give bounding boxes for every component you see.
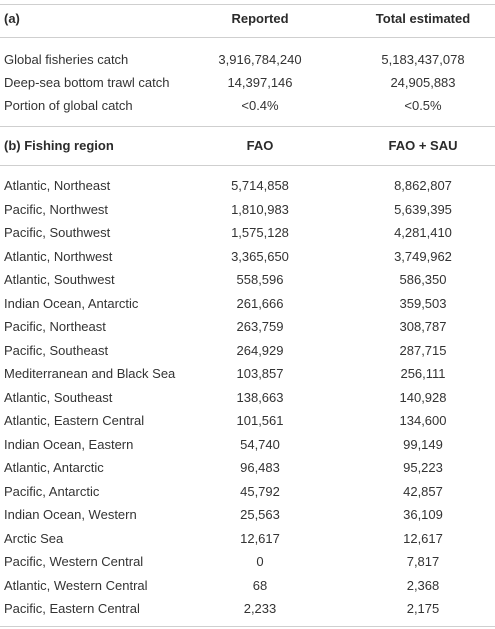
column-header-fao: FAO	[246, 138, 274, 153]
fao-sau-value: 2,175	[406, 601, 440, 616]
total-value: <0.5%	[404, 98, 442, 113]
fao-sau-value: 2,368	[406, 578, 440, 593]
fao-sau-value: 134,600	[399, 413, 447, 428]
table-row	[0, 292, 495, 316]
fao-sau-value: 42,857	[403, 484, 443, 499]
section-a-label: (a)	[4, 11, 20, 26]
total-value: 5,183,437,078	[381, 52, 465, 67]
fao-value: 261,666	[236, 296, 284, 311]
row-label: Global fisheries catch	[4, 52, 129, 67]
reported-value: <0.4%	[241, 98, 279, 113]
fao-sau-value: 359,503	[399, 296, 447, 311]
table-row	[0, 268, 495, 292]
region-name: Atlantic, Antarctic	[4, 460, 104, 475]
section-b-label: (b) Fishing region	[4, 138, 114, 153]
table-row	[0, 574, 495, 598]
region-name: Indian Ocean, Eastern	[4, 437, 134, 452]
region-name: Atlantic, Southeast	[4, 390, 113, 405]
row-label: Portion of global catch	[4, 98, 133, 113]
region-name: Pacific, Northwest	[4, 202, 109, 217]
fao-value: 103,857	[236, 366, 284, 381]
fao-value: 3,365,650	[231, 249, 289, 264]
region-name: Atlantic, Western Central	[4, 578, 148, 593]
fao-value: 101,561	[236, 413, 284, 428]
fao-sau-value: 256,111	[400, 366, 446, 381]
fao-sau-value: 12,617	[403, 531, 443, 546]
region-name: Atlantic, Southwest	[4, 272, 115, 287]
column-header-reported: Reported	[231, 11, 289, 26]
table-row	[0, 339, 495, 363]
fao-value: 1,810,983	[231, 202, 289, 217]
fao-value: 96,483	[240, 460, 280, 475]
table-row	[0, 527, 495, 551]
table-row	[0, 550, 495, 574]
fao-sau-value: 586,350	[399, 272, 447, 287]
fao-value: 5,714,858	[231, 178, 289, 193]
fao-value: 12,617	[240, 531, 280, 546]
table-row	[0, 71, 495, 95]
region-name: Pacific, Southeast	[4, 343, 109, 358]
table-row	[0, 597, 495, 621]
fao-sau-value: 4,281,410	[394, 225, 452, 240]
fao-value: 68	[252, 578, 268, 593]
table-row	[0, 409, 495, 433]
fao-sau-value: 36,109	[403, 507, 443, 522]
fao-value: 138,663	[236, 390, 284, 405]
table-row	[0, 174, 495, 198]
header-rule	[0, 165, 495, 166]
region-name: Atlantic, Northeast	[4, 178, 111, 193]
fao-sau-value: 5,639,395	[394, 202, 452, 217]
fao-value: 0	[256, 554, 264, 569]
row-label: Deep-sea bottom trawl catch	[4, 75, 170, 90]
column-header-total-estimated: Total estimated	[375, 11, 471, 26]
fao-sau-value: 287,715	[399, 343, 447, 358]
table-row	[0, 315, 495, 339]
table-row	[0, 503, 495, 527]
fao-sau-value: 140,928	[399, 390, 447, 405]
fao-value: 1,575,128	[231, 225, 289, 240]
bottom-rule	[0, 626, 495, 627]
fao-sau-value: 8,862,807	[394, 178, 452, 193]
reported-value: 3,916,784,240	[218, 52, 302, 67]
column-header-fao-sau: FAO + SAU	[388, 138, 458, 153]
region-name: Atlantic, Eastern Central	[4, 413, 145, 428]
fao-value: 263,759	[236, 319, 284, 334]
region-name: Pacific, Southwest	[4, 225, 111, 240]
total-value: 24,905,883	[390, 75, 456, 90]
header-rule	[0, 37, 495, 38]
fao-sau-value: 99,149	[403, 437, 443, 452]
fao-value: 25,563	[240, 507, 280, 522]
table-row	[0, 221, 495, 245]
table-row	[0, 456, 495, 480]
fao-value: 45,792	[240, 484, 280, 499]
section-a-header	[0, 7, 495, 31]
region-name: Arctic Sea	[4, 531, 64, 546]
reported-value: 14,397,146	[227, 75, 293, 90]
fao-value: 54,740	[240, 437, 280, 452]
region-name: Atlantic, Northwest	[4, 249, 113, 264]
table-row	[0, 362, 495, 386]
fao-sau-value: 3,749,962	[394, 249, 452, 264]
top-rule	[0, 4, 495, 5]
table-row	[0, 48, 495, 72]
table-row	[0, 245, 495, 269]
section-b-header	[0, 134, 495, 158]
table-row	[0, 198, 495, 222]
region-name: Pacific, Antarctic	[4, 484, 100, 499]
region-name: Mediterranean and Black Sea	[4, 366, 176, 381]
region-name: Pacific, Eastern Central	[4, 601, 140, 616]
region-name: Pacific, Western Central	[4, 554, 144, 569]
region-name: Indian Ocean, Western	[4, 507, 137, 522]
fao-value: 264,929	[236, 343, 284, 358]
region-name: Pacific, Northeast	[4, 319, 106, 334]
table-row	[0, 386, 495, 410]
fao-value: 558,596	[236, 272, 284, 287]
table-row	[0, 433, 495, 457]
fao-sau-value: 7,817	[406, 554, 440, 569]
fao-sau-value: 308,787	[399, 319, 447, 334]
table-row	[0, 480, 495, 504]
table-row	[0, 94, 495, 118]
fao-value: 2,233	[243, 601, 277, 616]
region-name: Indian Ocean, Antarctic	[4, 296, 139, 311]
fao-sau-value: 95,223	[403, 460, 443, 475]
section-rule	[0, 126, 495, 127]
